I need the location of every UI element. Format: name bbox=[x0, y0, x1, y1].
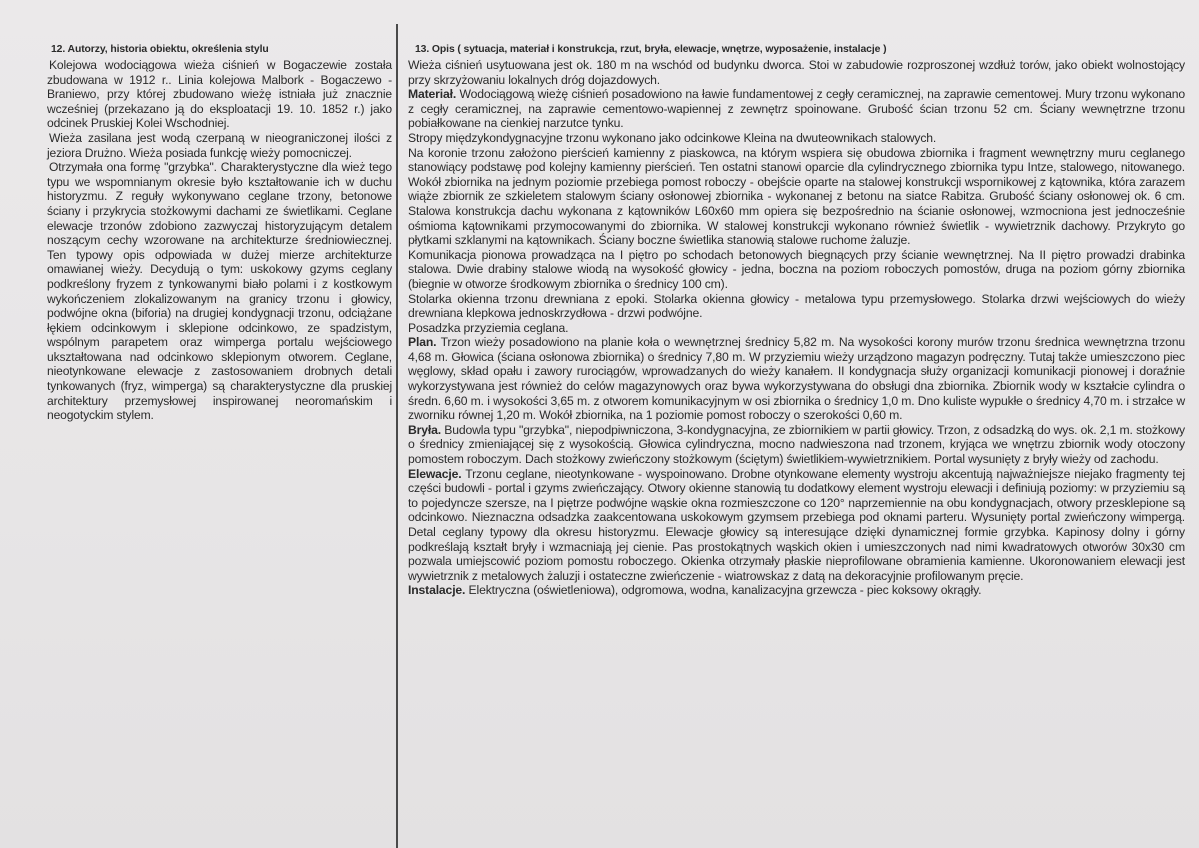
paragraph-text: Elektryczna (oświetleniowa), odgromowa, wodna, kanalizacyjna grzewcza - piec koksowy okrągły. bbox=[465, 583, 982, 598]
right-paragraph bbox=[408, 321, 1185, 336]
paragraph-text: Na koronie trzonu założono pierścień kamienny z piaskowca, na którym wspiera się obudowa zbiornika i fragment wewnętrzny muru ceglanego stanowiący podstawę pod kolejny kamienny pierścień. Ten ostatni stanowi oparcie dla cylindrycznego zbiornika typu Intze, stalowego, nitowanego. Wokół zbiornika na jednym poziomie przebiega pomost roboczy - obejście oparte na stalowej konstrukcji wspornikowej z kątownika, która zarazem wiąże zbiornik ze szkieletem stalowym ściany osłonowej zbiornika - wykonanej z betonu na siatce Rabitza. Grubość ściany osłonowej ok. 6 cm. Stalowa konstrukcja dachu wykonana z kątowników L60x60 mm opiera się bezpośrednio na ścianie osłonowej, wzmocniona jest jednocześnie ośmioma kątownikami przymocowanymi do zbiornika. W stalowej konstrukcji wykonano również świetlik - wywietrznik dachowy. Przykryto go płytkami szklanymi na kątownikach. Ściany boczne świetlika stanowią stalowe ruchome żaluzje. bbox=[408, 145, 1185, 248]
right-paragraph bbox=[408, 423, 1185, 467]
paragraph-text: Stolarka okienna trzonu drewniana z epoki. Stolarka okienna głowicy - metalowa typu przemysłowego. Stolarka drzwi wejściowych do wieży drewniana klepkowa jednoskrzydłowa - drzwi podwójne. bbox=[408, 291, 1185, 321]
left-paragraph: Kolejowa wodociągowa wieża ciśnień w Bogaczewie została zbudowana w 1912 r.. Linia kolejowa Malbork - Bogaczewo - Braniewo, przy której zbudowano wieżę istniała już znacznie wcześniej (przekazano ją do eksploatacji 19. 10. 1852 r.) jako odcinek Pruskiej Kolei Wschodniej. bbox=[47, 58, 392, 131]
left-column bbox=[47, 43, 392, 423]
left-paragraph: Otrzymała ona formę "grzybka". Charakterystyczne dla wież tego typu we wspomnianym okresie było kształtowanie ich w duchu historyzmu. Z reguły wykonywano ceglane trzony, betonowe ściany i przykrycia stożkowymi dachami ze świetlikami. Ceglane elewacje trzonów zdobiono zazwyczaj historyzującym detalem noszącym cechy wzorowane na architekturze średniowiecznej. Ten typowy opis odpowiada w dużej mierze architekturze omawianej wieży. Decydują o tym: uskokowy gzyms ceglany podkreślony fryzem z tynkowanymi biało polami i z kostkowym wykończeniem zlokalizowanym na granicy trzonu i głowicy, podwójne okna (biforia) na drugiej kondygnacji trzonu, odciążane łękiem odcinkowym i sklepione odcinkowo, ze spadzistym, wspólnym parapetem oraz wimperga portalu wejściowego ukształtowana nad odcinkowo sklepionym otworem. Ceglane, nieotynkowane elewacje z zastosowaniem drobnych detali tynkowanych (fryz, wimperga) są charakterystyczne dla pruskiej architektury przemysłowej inspirowanej neoromańskim i neogotyckim stylem. bbox=[47, 160, 392, 423]
paragraph-label: Elewacje. bbox=[408, 466, 462, 481]
paragraph-label: Plan. bbox=[408, 335, 437, 350]
paragraph-text: Posadzka przyziemia ceglana. bbox=[408, 320, 569, 335]
paragraph-text: Budowla typu "grzybka", niepodpiwniczona, 3-kondygnacyjna, ze zbiornikiem w partii głowicy. Trzon, z odsadzką do wys. ok. 2,1 m. stożkowy o średnicy zmieniającej się z wysokością. Głowica cylindryczna, mocno nadwieszona nad trzonem, kryjąca we wnętrzu zbiornik wody otoczony pomostem roboczym. Dach stożkowy zwieńczony stożkowym (ściętym) świetlikiem-wywietrznikiem. Portal wysunięty z bryły wieży od zachodu. bbox=[408, 422, 1185, 467]
paragraph-text: Stropy międzykondygnacyjne trzonu wykonano jako odcinkowe Kleina na dwuteownikach stalowych. bbox=[408, 130, 937, 145]
paragraph-label: Instalacje. bbox=[408, 583, 466, 598]
right-paragraph bbox=[408, 467, 1185, 584]
left-paragraph: Wieża zasilana jest wodą czerpaną w nieograniczonej ilości z jeziora Drużno. Wieża posiada funkcję wieży pomocniczej. bbox=[47, 130, 392, 160]
paragraph-text: Wieża ciśnień usytuowana jest ok. 180 m na wschód od budynku dworca. Stoi w zabudowie rozproszonej wzdłuż torów, jako obiekt wolnostojący przy skrzyżowaniu lokalnych dróg dojazdowych. bbox=[408, 58, 1185, 87]
right-paragraph bbox=[408, 131, 1185, 146]
right-paragraph bbox=[408, 58, 1185, 87]
paragraph-label: Materiał. bbox=[408, 87, 457, 102]
right-paragraph bbox=[408, 583, 1185, 598]
paragraph-text: Wodociągową wieżę ciśnień posadowiono na ławie fundamentowej z cegły ceramicznej, na zaprawie cementowej. Mury trzonu wykonano z cegły ceramicznej, na zaprawie cementowo-wapiennej z zewnętrz spoinowane. Grubość ścian trzonu 52 cm. Ściany wewnętrzne trzonu pobiałkowane na cienkiej narzutce tynku. bbox=[408, 87, 1185, 131]
paragraph-text: Trzonu ceglane, nieotynkowane - wyspoinowano. Drobne otynkowane elementy wystroju akcentują najważniejsze niejako fragmenty tej części budowli - portal i gzyms zwieńczający. Otwory okienne stanowią tu dodatkowy element wystroju elewacji i definiują poziomy: w przyziemiu są to pojedyncze szersze, na I piętrze podwójne wąskie okna rozmieszczone co 120° naprzemiennie na obu kondygnacjach, otwory przesklepione są odcinkowo. Nieznaczna odsadzka zaakcentowana uskokowym gzymsem przebiega pod oknami parteru. Wysunięty portal zwieńczony wimpergą. Detal ceglany typowy dla okresu historyzmu. Elewacje głowicy są interesujące dzięki dynamicznej formie grzybka. Kapinosy dolny i górny podkreślają kształt bryły i wzmacniają jej cienie. Pas prostokątnych wąskich okien i umieszczonych nad nimi kwadratowych otworów 30x30 cm pozwala umiejscowić poziom pomostu roboczego. Okienka otrzymały płaskie nieprofilowane obramienia kamienne. Ukoronowaniem elewacji jest wywietrznik z metalowych żaluzji i ostateczne zwieńczenie - wiatrowskaz z datą na dekoracyjnie profilowanym pręcie. bbox=[408, 466, 1185, 583]
paragraph-text: Komunikacja pionowa prowadząca na I piętro po schodach betonowych biegnących przy ścianie wewnętrznej. Na II piętro prowadzi drabinka stalowa. Dwie drabiny stalowe wiodą na wysokość głowicy - jedna, boczna na poziom roboczych pomostów, druga na poziom górny zbiornika (biegnie w otworze środkowym zbiornika o średnicy 100 cm). bbox=[408, 247, 1185, 291]
paragraph-text: Trzon wieży posadowiono na planie koła o wewnętrznej średnicy 5,82 m. Na wysokości korony murów trzonu średnica wewnętrzna trzonu 4,68 m. Głowica (ściana osłonowa zbiornika) o średnicy 7,80 m. W przyziemiu wieży urządzono magazyn podręczny. Tutaj także umieszczono piec węglowy, skład opału i zawory rurociągów, wprowadzanych do wieży kanałem. II kondygnacja służy organizacji komunikacji pionowej i doraźnie wykorzystywana jest również do celów magazynowych oraz bywa wykorzystywana do obsługi dna zbiornika. Zbiornik wody w kształcie cylindra o średn. 6,60 m. i wysokości 3,65 m. z otworem komunikacyjnym w osi zbiornika o średnicy 1,0 m. Dno kuliste wypukłe o średnicy 4,70 m. i strzałce w zworniku równej 1,20 m. Wokół zbiornika, na 1 poziomie pomost roboczy o szerokości 0,60 m. bbox=[408, 335, 1185, 423]
right-paragraph bbox=[408, 292, 1185, 321]
section-13-heading: 13. Opis ( sytuacja, materiał i konstrukcja, rzut, bryła, elewacje, wnętrze, wyposażenie, instalacje ) bbox=[415, 44, 887, 55]
paragraph-label: Bryła. bbox=[408, 422, 441, 437]
right-column bbox=[408, 43, 1185, 598]
section-12-heading: 12. Autorzy, historia obiektu, określenia stylu bbox=[51, 44, 269, 55]
right-paragraph bbox=[408, 146, 1185, 248]
right-paragraph bbox=[408, 87, 1185, 131]
right-paragraph bbox=[408, 248, 1185, 292]
column-divider bbox=[396, 24, 398, 848]
right-paragraph bbox=[408, 335, 1185, 423]
